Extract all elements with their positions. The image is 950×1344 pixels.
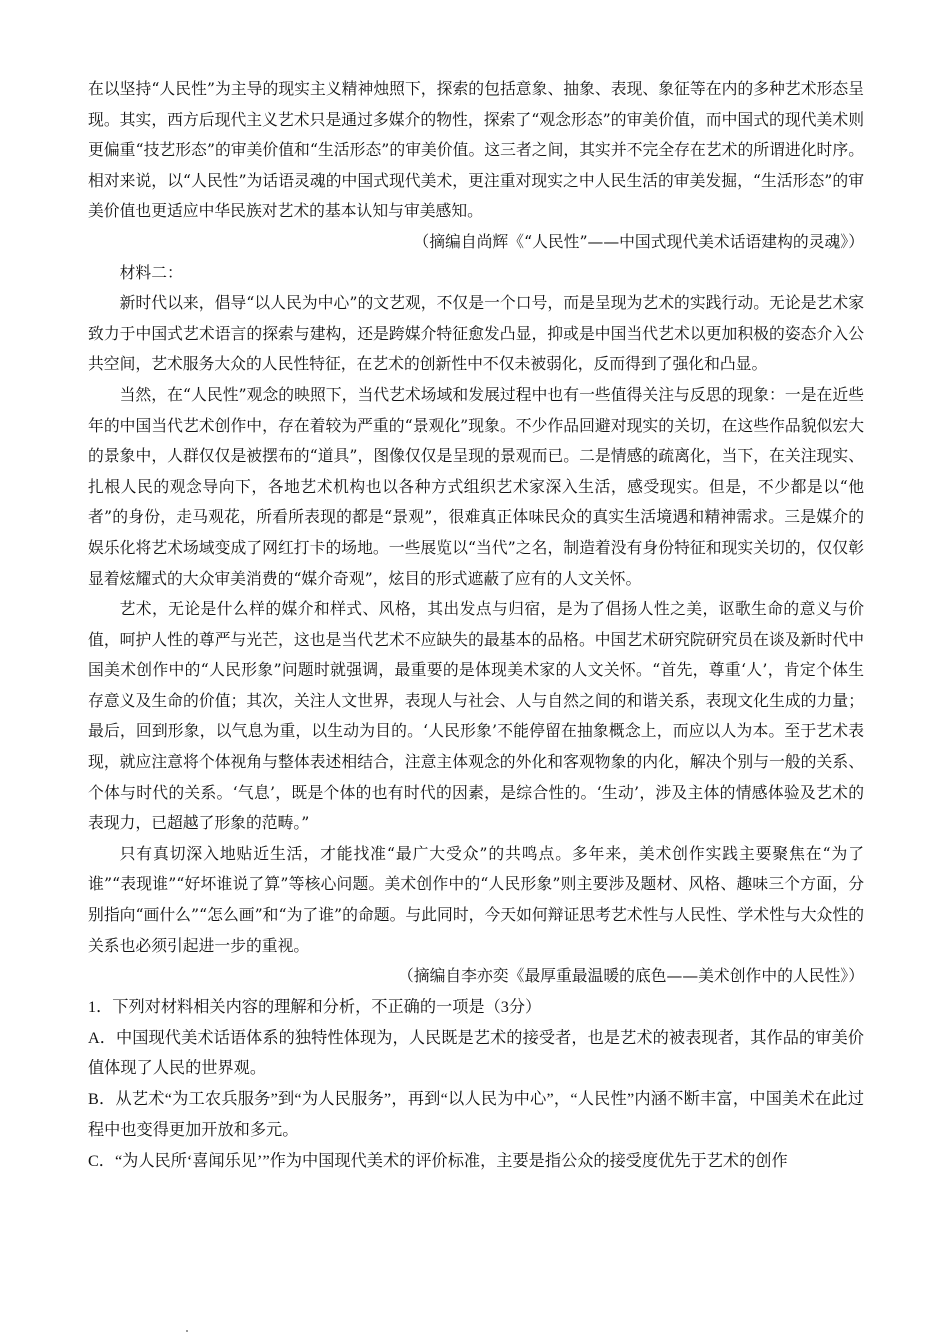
question-option-a: A．中国现代美术话语体系的独特性体现为，人民既是艺术的接受者，也是艺术的被表现者，其作品的审美价值体现了人民的世界观。 xyxy=(88,1028,864,1078)
material2-paragraph: 艺术，无论是什么样的媒介和样式、风格，其出发点与归宿，是为了倡扬人性之美，讴歌生命的意义与价值，呵护人性的尊严与光芒，这也是当代艺术不应缺失的最基本的品格。中国艺术研究院研究员在谈及新时代中国美术创作中的“人民形象”问题时就强调，最重要的是体现美术家的人文关怀。“首先，尊重‘人’，肯定个体生存意义及生命的价值；其次，关注人文世界，表现人与社会、人与自然之间的和谐关系，表现文化生成的力量；最后，回到形象，以气息为重，以生动为目的。‘人民形象’不能停留在抽象概念上，而应以人为本。至于艺术表现，就应注意将个体视角与整体表述相结合，注意主体观念的外化和客观物象的内化，解决个别与一般的关系、个体与时代的关系。‘气息’，既是个体的也有时代的因素，是综合性的。‘生动’，涉及主体的情感体验及艺术的表现力，已超越了形象的范畴。” xyxy=(88,599,864,833)
material2-paragraph: 当然，在“人民性”观念的映照下，当代艺术场域和发展过程中也有一些值得关注与反思的现象：一是在近些年的中国当代艺术创作中，存在着较为严重的“景观化”现象。不少作品回避对现实的关切，在这些作品貌似宏大的景象中，人群仅仅是被摆布的“道具”，图像仅仅是呈现的景观而已。二是情感的疏离化，当下，在关注现实、扎根人民的观念导向下，各地艺术机构也以各种方式组织艺术家深入生活，感受现实。但是，不少都是以“他者”的身份，走马观花，所看所表现的都是“景观”，很难真正体味民众的真实生活境遇和精神需求。三是媒介的娱乐化将艺术场域变成了网红打卡的场地。一些展览以“当代”之名，制造着没有身份特征和现实关切的，仅仅彰显着炫耀式的大众审美消费的“媒介奇观”，炫目的形式遮蔽了应有的人文关怀。 xyxy=(88,384,864,588)
material2-label: 材料二： xyxy=(119,262,183,282)
material1-tail-paragraph: 在以坚持“人民性”为主导的现实主义精神烛照下，探索的包括意象、抽象、表现、象征等在内的多种艺术形态呈现。其实，西方后现代主义艺术只是通过多媒介的物性，探索了“观念形态”的审美价值，而中国式的现代美术则更偏重“技艺形态”的审美价值和“生活形态”的审美价值。这三者之间，其实并不完全存在艺术的所谓进化时序。相对来说，以“人民性”为话语灵魂的中国式现代美术，更注重对现实之中人民生活的审美发掘，“生活形态”的审美价值也更适应中华民族对艺术的基本认知与审美感知。 xyxy=(88,79,864,221)
footer-mark xyxy=(186,1330,188,1332)
document-page xyxy=(88,74,864,1177)
question-stem: 1．下列对材料相关内容的理解和分析，不正确的一项是（3分） xyxy=(88,997,542,1016)
question-option-b: B．从艺术“为工农兵服务”到“为人民服务”，再到“以人民为中心”，“人民性”内涵不断丰富，中国美术在此过程中也变得更加开放和多元。 xyxy=(88,1090,864,1139)
source-citation-1: （摘编自尚辉《“人民性”——中国式现代美术话语建构的灵魂》） xyxy=(413,231,864,251)
material2-paragraph: 新时代以来，倡导“以人民为中心”的文艺观，不仅是一个口号，而是呈现为艺术的实践行动。无论是艺术家致力于中国式艺术语言的探索与建构，还是跨媒介特征愈发凸显，抑或是中国当代艺术以更加积极的姿态介入公共空间，艺术服务大众的人民性特征，在艺术的创新性中不仅未被弱化，反而得到了强化和凸显。 xyxy=(88,293,864,374)
source-citation-2: （摘编自李亦奕《最厚重最温暖的底色——美术创作中的人民性》） xyxy=(397,966,864,986)
question-option-c: C．“为人民所‘喜闻乐见’”作为中国现代美术的评价标准，主要是指公众的接受度优先于艺术的创作 xyxy=(88,1151,788,1170)
material2-paragraph: 只有真切深入地贴近生活，才能找准“最广大受众”的共鸣点。多年来，美术创作实践主要聚焦在“为了谁”“表现谁”“好坏谁说了算”等核心问题。美术创作中的“人民形象”则主要涉及题材、风格、趣味三个方面，分别指向“画什么”“怎么画”和“为了谁”的命题。与此同时，今天如何辩证思考艺术性与人民性、学术性与大众性的关系也必须引起进一步的重视。 xyxy=(88,843,864,955)
